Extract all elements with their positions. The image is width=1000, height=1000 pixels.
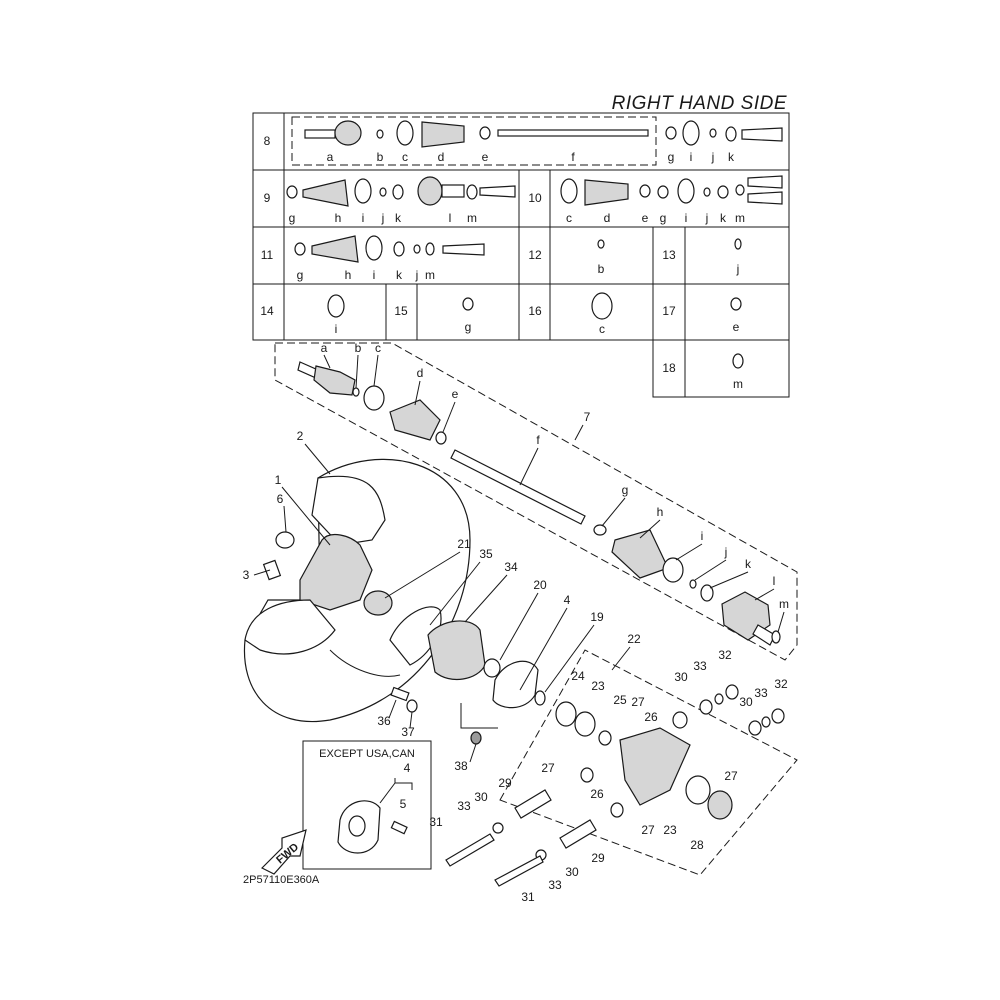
shaft-part-letter: g [621, 483, 629, 497]
callout-31: 31 [521, 890, 535, 904]
table-part-letter: k [395, 211, 401, 225]
table-part-letter: e [732, 320, 740, 334]
table-part-letter: a [326, 150, 334, 164]
table-row-number: 16 [528, 304, 542, 318]
table-part-letter: d [603, 211, 611, 225]
table-part-letter: c [402, 150, 408, 164]
except-usa-can-inset [303, 741, 431, 869]
callout-6: 6 [276, 492, 284, 506]
callout-4: 4 [563, 593, 571, 607]
callout-30: 30 [674, 670, 688, 684]
row-11-parts [295, 236, 484, 262]
callout-27: 27 [641, 823, 655, 837]
callout-27: 27 [724, 769, 738, 783]
shaft-part-letter: j [724, 545, 728, 559]
callout-23: 23 [663, 823, 677, 837]
part-sketch [463, 298, 473, 310]
callout-37: 37 [401, 725, 415, 739]
diagram-title: RIGHT HAND SIDE [611, 93, 787, 114]
part-sketch [598, 240, 604, 248]
table-part-letter: g [288, 211, 296, 225]
callout-26: 26 [590, 787, 604, 801]
callout-32: 32 [774, 677, 788, 691]
callout-33: 33 [457, 799, 471, 813]
callout-36: 36 [377, 714, 391, 728]
shaft-part-letter: m [779, 597, 789, 611]
table-row-number: 9 [263, 191, 271, 205]
table-row-number: 15 [394, 304, 408, 318]
table-part-letter: j [705, 211, 709, 225]
callout-20: 20 [533, 578, 547, 592]
shaft-part-letter: d [416, 366, 424, 380]
shaft-part-letter: i [700, 529, 704, 543]
shaft-part-letter: l [772, 574, 776, 588]
table-part-letter: i [334, 322, 338, 336]
table-part-letter: k [728, 150, 734, 164]
callout-28: 28 [690, 838, 704, 852]
callout-29: 29 [591, 851, 605, 865]
callout-24: 24 [571, 669, 585, 683]
table-part-letter: k [396, 268, 402, 282]
table-row-number: 12 [528, 248, 542, 262]
table-row-number: 10 [528, 191, 542, 205]
callout-27: 27 [541, 761, 555, 775]
table-part-letter: i [372, 268, 376, 282]
shaft-part-letter: c [375, 341, 381, 355]
callout-30: 30 [739, 695, 753, 709]
table-part-letter: j [381, 211, 385, 225]
table-row-number: 13 [662, 248, 676, 262]
shaft-part-letter: e [451, 387, 459, 401]
table-part-letter: j [415, 268, 419, 282]
callout-30: 30 [474, 790, 488, 804]
shaft-part-letter: h [656, 505, 664, 519]
shaft-part-letter: b [354, 341, 362, 355]
inset-title: EXCEPT USA,CAN [319, 748, 415, 760]
callout-21: 21 [457, 537, 471, 551]
table-part-letter: c [566, 211, 572, 225]
fwd-label: FWD [274, 841, 302, 867]
callout-1: 1 [274, 473, 282, 487]
table-part-letter: i [361, 211, 365, 225]
table-part-letter: m [467, 211, 477, 225]
table-part-letter: m [733, 377, 743, 391]
table-part-letter: j [711, 150, 715, 164]
part-sketch [731, 298, 741, 310]
callout-29: 29 [498, 776, 512, 790]
table-part-letter: m [735, 211, 745, 225]
table-part-letter: c [599, 322, 605, 336]
part-sketch [328, 295, 344, 317]
table-part-letter: k [720, 211, 726, 225]
callout-32: 32 [718, 648, 732, 662]
callout-23: 23 [591, 679, 605, 693]
callout-34: 34 [504, 560, 518, 574]
table-part-letter: g [659, 211, 667, 225]
callout-22: 22 [627, 632, 641, 646]
table-part-letter: d [437, 150, 445, 164]
row-10-parts [561, 176, 782, 205]
table-row-number: 14 [260, 304, 274, 318]
shaft-part-letter: a [320, 341, 328, 355]
shaft-part-letter: f [536, 433, 540, 447]
table-row-number: 8 [263, 134, 271, 148]
table-part-letter: f [571, 150, 575, 164]
part-sketch [592, 293, 612, 319]
table-part-letter: g [296, 268, 304, 282]
table-row-number: 17 [662, 304, 676, 318]
table-row-number: 18 [662, 361, 676, 375]
callout-33: 33 [548, 878, 562, 892]
table-part-letter: m [425, 268, 435, 282]
fwd-arrow-icon [262, 830, 306, 874]
table-part-letter: b [597, 262, 605, 276]
inset-callout-4: 4 [403, 761, 411, 775]
part-sketch [733, 354, 743, 368]
callout-19: 19 [590, 610, 604, 624]
table-part-letter: g [667, 150, 675, 164]
inset-callout-5: 5 [399, 797, 407, 811]
table-part-letter: j [736, 262, 740, 276]
table-part-letter: i [684, 211, 688, 225]
callout-31: 31 [429, 815, 443, 829]
row-8-parts [305, 121, 782, 147]
table-part-letter: b [376, 150, 384, 164]
table-part-letter: l [448, 211, 452, 225]
callout-33: 33 [754, 686, 768, 700]
callout-33: 33 [693, 659, 707, 673]
table-part-letter: h [344, 268, 352, 282]
row-9-parts [287, 177, 515, 206]
drawing-code: 2P57110E360A [243, 874, 320, 886]
table-part-letter: h [334, 211, 342, 225]
callout-26: 26 [644, 710, 658, 724]
part-sketch [735, 239, 741, 249]
table-part-letter: i [689, 150, 693, 164]
callout-7: 7 [583, 410, 591, 424]
callout-3: 3 [242, 568, 250, 582]
table-part-letter: e [641, 211, 649, 225]
callout-30: 30 [565, 865, 579, 879]
table-part-letter: g [464, 320, 472, 334]
shaft-part-letter: k [745, 557, 751, 571]
callout-38: 38 [454, 759, 468, 773]
parts-reference-table [253, 113, 789, 397]
callout-35: 35 [479, 547, 493, 561]
table-part-letter: e [481, 150, 489, 164]
callout-2: 2 [296, 429, 304, 443]
callout-25: 25 [613, 693, 627, 707]
callout-27: 27 [631, 695, 645, 709]
table-row-number: 11 [260, 248, 274, 262]
